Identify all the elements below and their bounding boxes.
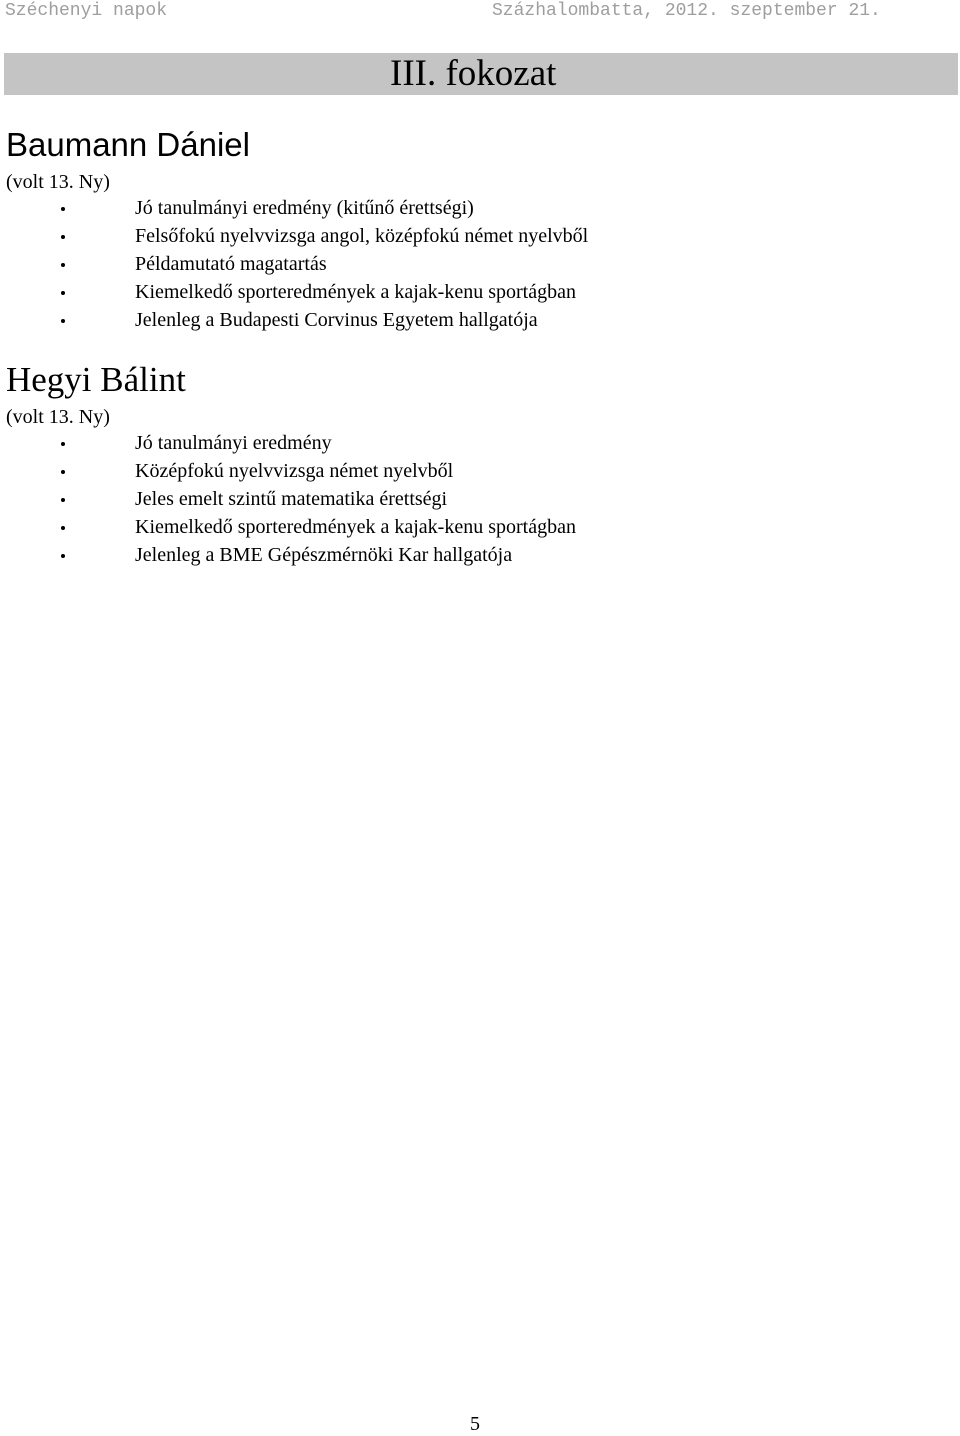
person-class-note: (volt 13. Ny)	[6, 171, 110, 193]
person-name: Baumann Dániel	[6, 126, 250, 163]
bullet-icon	[61, 470, 65, 474]
person-name: Hegyi Bálint	[6, 360, 186, 399]
achievement-text: Felsőfokú nyelvvizsga angol, középfokú német nyelvből	[135, 225, 589, 247]
achievement-text: Jó tanulmányi eredmény	[135, 432, 332, 454]
achievement-text: Jó tanulmányi eredmény (kitűnő érettségi)	[135, 197, 474, 219]
bullet-icon	[61, 235, 65, 239]
bullet-icon	[61, 319, 65, 323]
header-event-name: Széchenyi napok	[5, 1, 168, 21]
achievement-text: Jeles emelt szintű matematika érettségi	[135, 488, 448, 510]
bullet-icon	[61, 526, 65, 530]
achievement-text: Középfokú nyelvvizsga német nyelvből	[135, 460, 454, 482]
bullet-icon	[61, 263, 65, 267]
bullet-icon	[61, 498, 65, 502]
achievement-text: Kiemelkedő sporteredmények a kajak-kenu sportágban	[135, 281, 576, 303]
section-title: III. fokozat	[390, 53, 557, 94]
bullet-icon	[61, 442, 65, 446]
header-place-date: Százhalombatta, 2012. szeptember 21.	[492, 1, 881, 21]
achievement-text: Példamutató magatartás	[135, 253, 327, 275]
achievement-text: Jelenleg a BME Gépészmérnöki Kar hallgatója	[135, 544, 513, 566]
bullet-icon	[61, 291, 65, 295]
bullet-icon	[61, 207, 65, 211]
page-number: 5	[470, 1413, 480, 1435]
person-class-note: (volt 13. Ny)	[6, 406, 110, 428]
bullet-icon	[61, 554, 65, 558]
achievement-text: Kiemelkedő sporteredmények a kajak-kenu sportágban	[135, 516, 576, 538]
achievement-text: Jelenleg a Budapesti Corvinus Egyetem hallgatója	[135, 309, 538, 331]
